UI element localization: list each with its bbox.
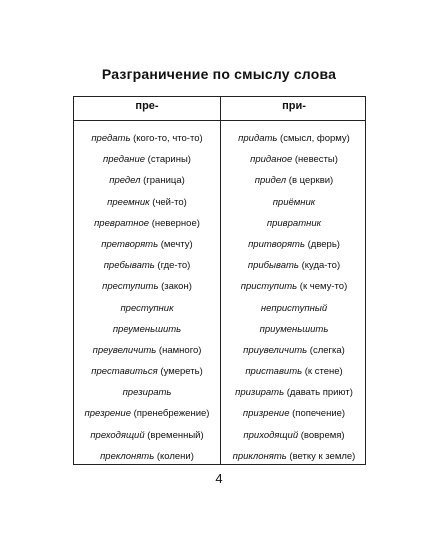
word-note: (слегка) — [307, 344, 345, 356]
cell-pre — [74, 302, 220, 315]
table-row — [74, 407, 365, 428]
table-row — [74, 323, 365, 344]
cell-pri — [221, 386, 367, 399]
cell-pre — [74, 450, 220, 463]
table-rows — [74, 132, 365, 471]
word-pri: призрение — [242, 408, 290, 420]
word-note: (куда-то) — [298, 260, 341, 272]
cell-pri — [221, 344, 367, 357]
cell-pre — [74, 132, 220, 145]
cell-pre — [74, 344, 220, 357]
word-note: (колени) — [154, 450, 194, 462]
word-pre: предел — [109, 175, 141, 187]
word-pri: приувеличить — [243, 344, 308, 356]
table-row — [74, 153, 365, 174]
word-pri: прибывать — [247, 260, 299, 272]
word-pre: преувеличить — [92, 344, 157, 356]
word-note: (граница) — [140, 175, 185, 187]
word-pre: превратное — [94, 217, 150, 229]
cell-pri — [221, 429, 367, 442]
table-row — [74, 217, 365, 238]
cell-pri — [221, 280, 367, 293]
word-pre: презрение — [84, 408, 131, 420]
word-pre: преставиться — [91, 366, 158, 378]
word-pre: преуменьшить — [112, 323, 182, 335]
word-note: (в церкви) — [286, 175, 334, 187]
word-note: (смысл, форму) — [277, 133, 350, 144]
cell-pri — [221, 259, 367, 272]
word-pri: приданое — [250, 154, 293, 166]
word-pri: привратник — [266, 217, 322, 229]
word-note: (пренебрежение) — [130, 408, 210, 420]
word-note: (мечту) — [158, 238, 193, 250]
cell-pre — [74, 386, 220, 399]
word-pre: предание — [103, 154, 146, 166]
table-row — [74, 450, 365, 471]
word-note: (ветку к земле) — [286, 450, 356, 462]
word-note: (давать приют) — [284, 387, 353, 399]
table-row — [74, 196, 365, 217]
word-pre: преклонять — [100, 450, 155, 462]
word-note: (неверное) — [149, 217, 200, 229]
word-pre: преходящий — [90, 429, 145, 441]
page-number: 4 — [215, 471, 223, 486]
cell-pri — [221, 217, 367, 230]
word-note: (чей-то) — [149, 196, 187, 208]
word-pri: приходящий — [243, 429, 299, 441]
word-pre: претворять — [101, 238, 159, 250]
cell-pri — [221, 302, 367, 315]
word-pri: неприступный — [260, 302, 328, 314]
word-pri: придел — [254, 175, 287, 187]
word-note: (закон) — [158, 281, 192, 293]
cell-pre — [74, 238, 220, 251]
page-title: Разграничение по смыслу слова — [101, 66, 337, 82]
cell-pri — [221, 450, 367, 463]
word-pri: призирать — [235, 387, 285, 399]
cell-pri — [221, 238, 367, 251]
cell-pri — [221, 174, 367, 187]
word-pre: пребывать — [103, 260, 155, 272]
cell-pre — [74, 280, 220, 293]
word-pri: приуменьшить — [259, 323, 329, 335]
cell-pri — [221, 323, 367, 336]
word-note: (попечение) — [289, 408, 346, 420]
word-pri: придать — [238, 133, 278, 144]
cell-pri — [221, 365, 367, 378]
cell-pre — [74, 174, 220, 187]
cell-pre — [74, 217, 220, 230]
table-row — [74, 174, 365, 195]
word-note: (дверь) — [304, 238, 340, 250]
word-pre: преступить — [102, 281, 159, 293]
word-pri: приклонять — [232, 450, 287, 462]
word-note: (старины) — [145, 154, 191, 166]
table-row — [74, 365, 365, 386]
word-pre: презирать — [122, 387, 172, 399]
cell-pre — [74, 323, 220, 336]
word-note: (к чему-то) — [297, 281, 348, 293]
word-note: (умереть) — [157, 366, 203, 378]
cell-pri — [221, 196, 367, 209]
word-pri: притворять — [248, 238, 305, 250]
word-note: (кого-то, что-то) — [130, 133, 203, 144]
cell-pre — [74, 429, 220, 442]
cell-pre — [74, 407, 220, 420]
word-note: (вовремя) — [298, 429, 345, 441]
word-note: (к стене) — [302, 366, 343, 378]
table-row — [74, 259, 365, 280]
cell-pre — [74, 196, 220, 209]
word-note: (намного) — [156, 344, 202, 356]
word-pre: преемник — [107, 196, 150, 208]
cell-pri — [221, 153, 367, 166]
header-divider — [74, 120, 365, 121]
word-note: (невесты) — [292, 154, 338, 166]
word-note: (временный) — [144, 429, 204, 441]
word-pre: преступник — [120, 302, 174, 314]
cell-pre — [74, 259, 220, 272]
comparison-table — [73, 96, 366, 465]
table-row — [74, 429, 365, 450]
column-header-pri: при- — [282, 100, 306, 112]
table-row — [74, 386, 365, 407]
cell-pri — [221, 407, 367, 420]
table-row — [74, 302, 365, 323]
word-pri: приставить — [245, 366, 303, 378]
column-header-pre: пре- — [135, 100, 159, 112]
table-row — [74, 132, 365, 153]
table-row — [74, 280, 365, 301]
cell-pre — [74, 153, 220, 166]
word-pri: приступить — [240, 281, 298, 293]
cell-pri — [221, 132, 367, 145]
word-note: (где-то) — [154, 260, 191, 272]
cell-pre — [74, 365, 220, 378]
word-pri: приёмник — [272, 196, 316, 208]
word-pre: предать — [91, 133, 131, 144]
table-row — [74, 238, 365, 259]
table-row — [74, 344, 365, 365]
